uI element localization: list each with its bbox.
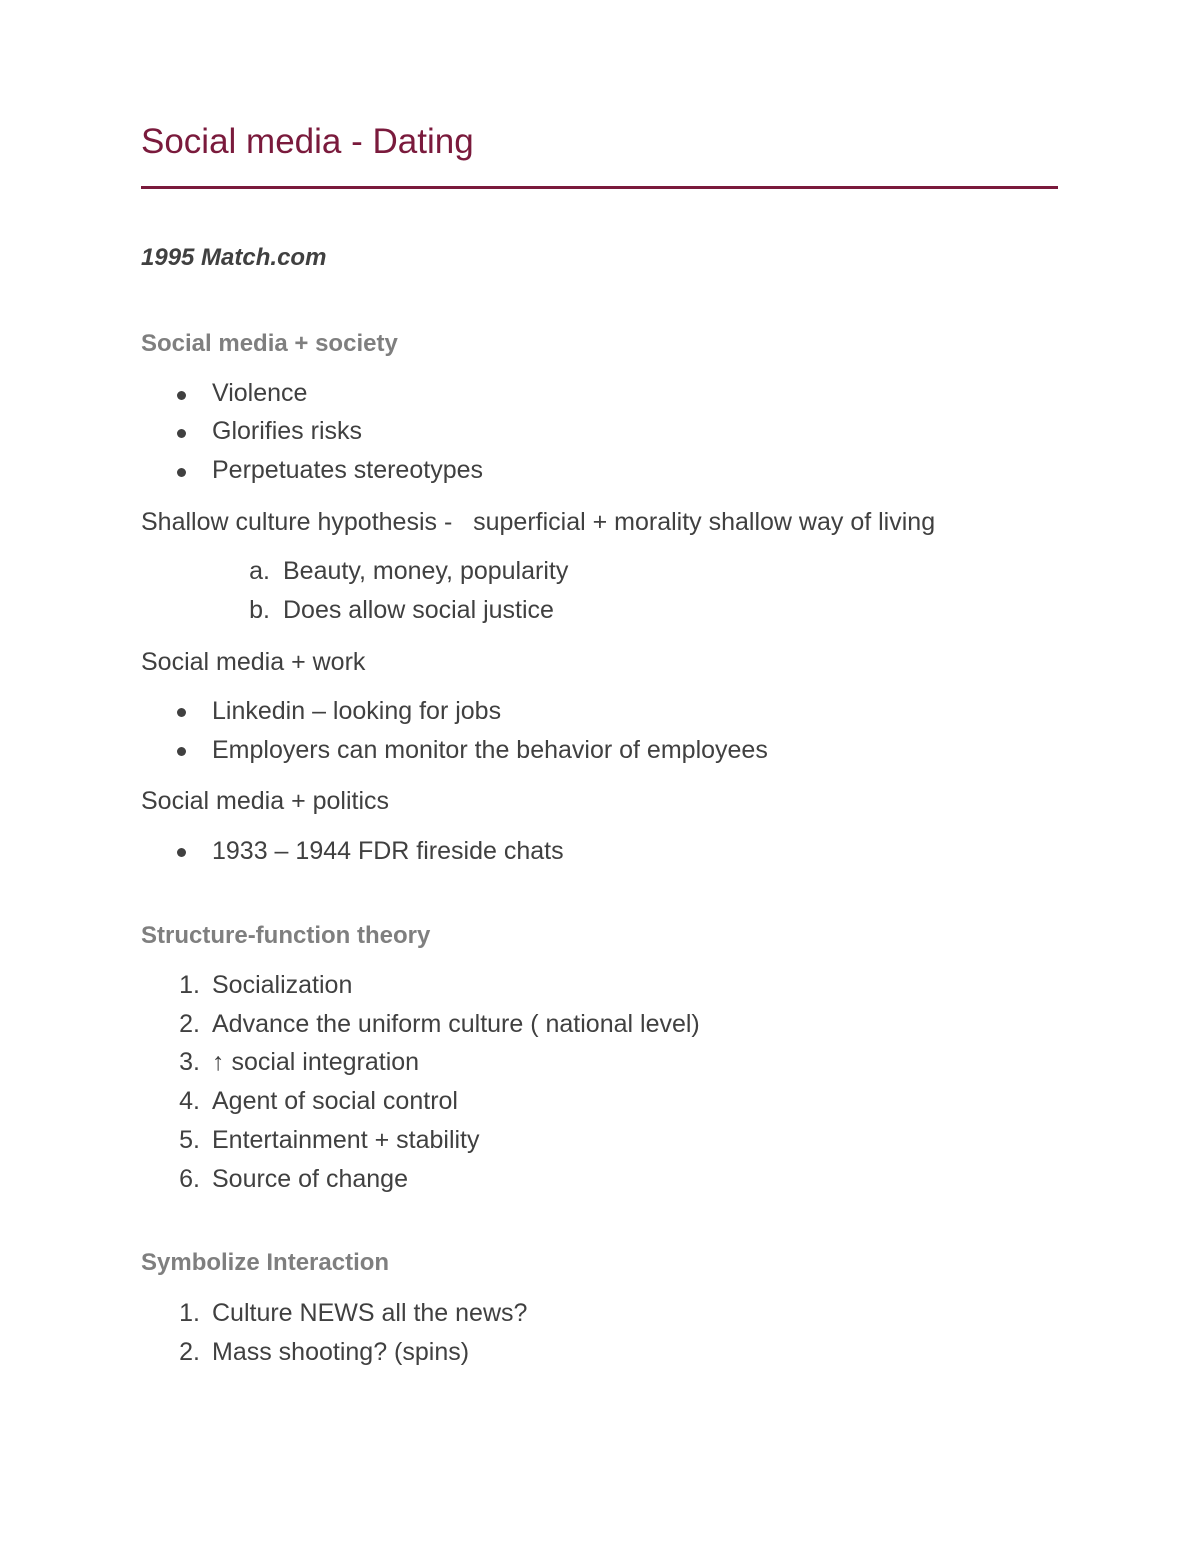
- list-item-text: Violence: [212, 379, 308, 407]
- list-marker: b.: [249, 596, 270, 624]
- bullet-icon: [177, 708, 186, 717]
- page-title: Social media - Dating: [141, 122, 474, 161]
- list-marker: 1.: [179, 1299, 200, 1327]
- list-marker: 2.: [179, 1010, 200, 1038]
- politics-heading: Social media + politics: [141, 787, 390, 815]
- title-divider: [141, 186, 1058, 189]
- work-heading: Social media + work: [141, 648, 366, 676]
- list-marker: 5.: [179, 1126, 200, 1154]
- list-marker: 3.: [179, 1048, 200, 1076]
- society-heading: Social media + society: [141, 330, 398, 357]
- list-item-text: ↑ social integration: [212, 1048, 420, 1076]
- structure-heading: Structure-function theory: [141, 922, 431, 949]
- list-marker: a.: [249, 557, 270, 585]
- list-item-text: 1933 – 1944 FDR fireside chats: [212, 837, 564, 865]
- bullet-icon: [177, 747, 186, 756]
- shallow-culture-line: Shallow culture hypothesis - superficial + morality shallow way of living: [141, 508, 936, 536]
- list-item-text: Mass shooting? (spins): [212, 1338, 470, 1366]
- list-item-text: Entertainment + stability: [212, 1126, 480, 1154]
- list-marker: 6.: [179, 1165, 200, 1193]
- match-subheading: 1995 Match.com: [141, 244, 327, 271]
- list-item-text: Agent of social control: [212, 1087, 458, 1115]
- list-item-text: Culture NEWS all the news?: [212, 1299, 528, 1327]
- list-item-text: Employers can monitor the behavior of employees: [212, 736, 768, 764]
- list-item-text: Advance the uniform culture ( national level): [212, 1010, 700, 1038]
- list-item-text: Source of change: [212, 1165, 408, 1193]
- bullet-icon: [177, 468, 186, 477]
- list-item-text: Socialization: [212, 971, 353, 999]
- bullet-icon: [177, 429, 186, 438]
- list-marker: 1.: [179, 971, 200, 999]
- list-marker: 2.: [179, 1338, 200, 1366]
- list-item-text: Does allow social justice: [283, 596, 554, 624]
- list-item-text: Glorifies risks: [212, 417, 363, 445]
- list-marker: 4.: [179, 1087, 200, 1115]
- bullet-icon: [177, 848, 186, 857]
- symbolize-heading: Symbolize Interaction: [141, 1249, 390, 1276]
- bullet-icon: [177, 391, 186, 400]
- list-item-text: Perpetuates stereotypes: [212, 456, 483, 484]
- list-item-text: Beauty, money, popularity: [283, 557, 569, 585]
- list-item-text: Linkedin – looking for jobs: [212, 697, 502, 725]
